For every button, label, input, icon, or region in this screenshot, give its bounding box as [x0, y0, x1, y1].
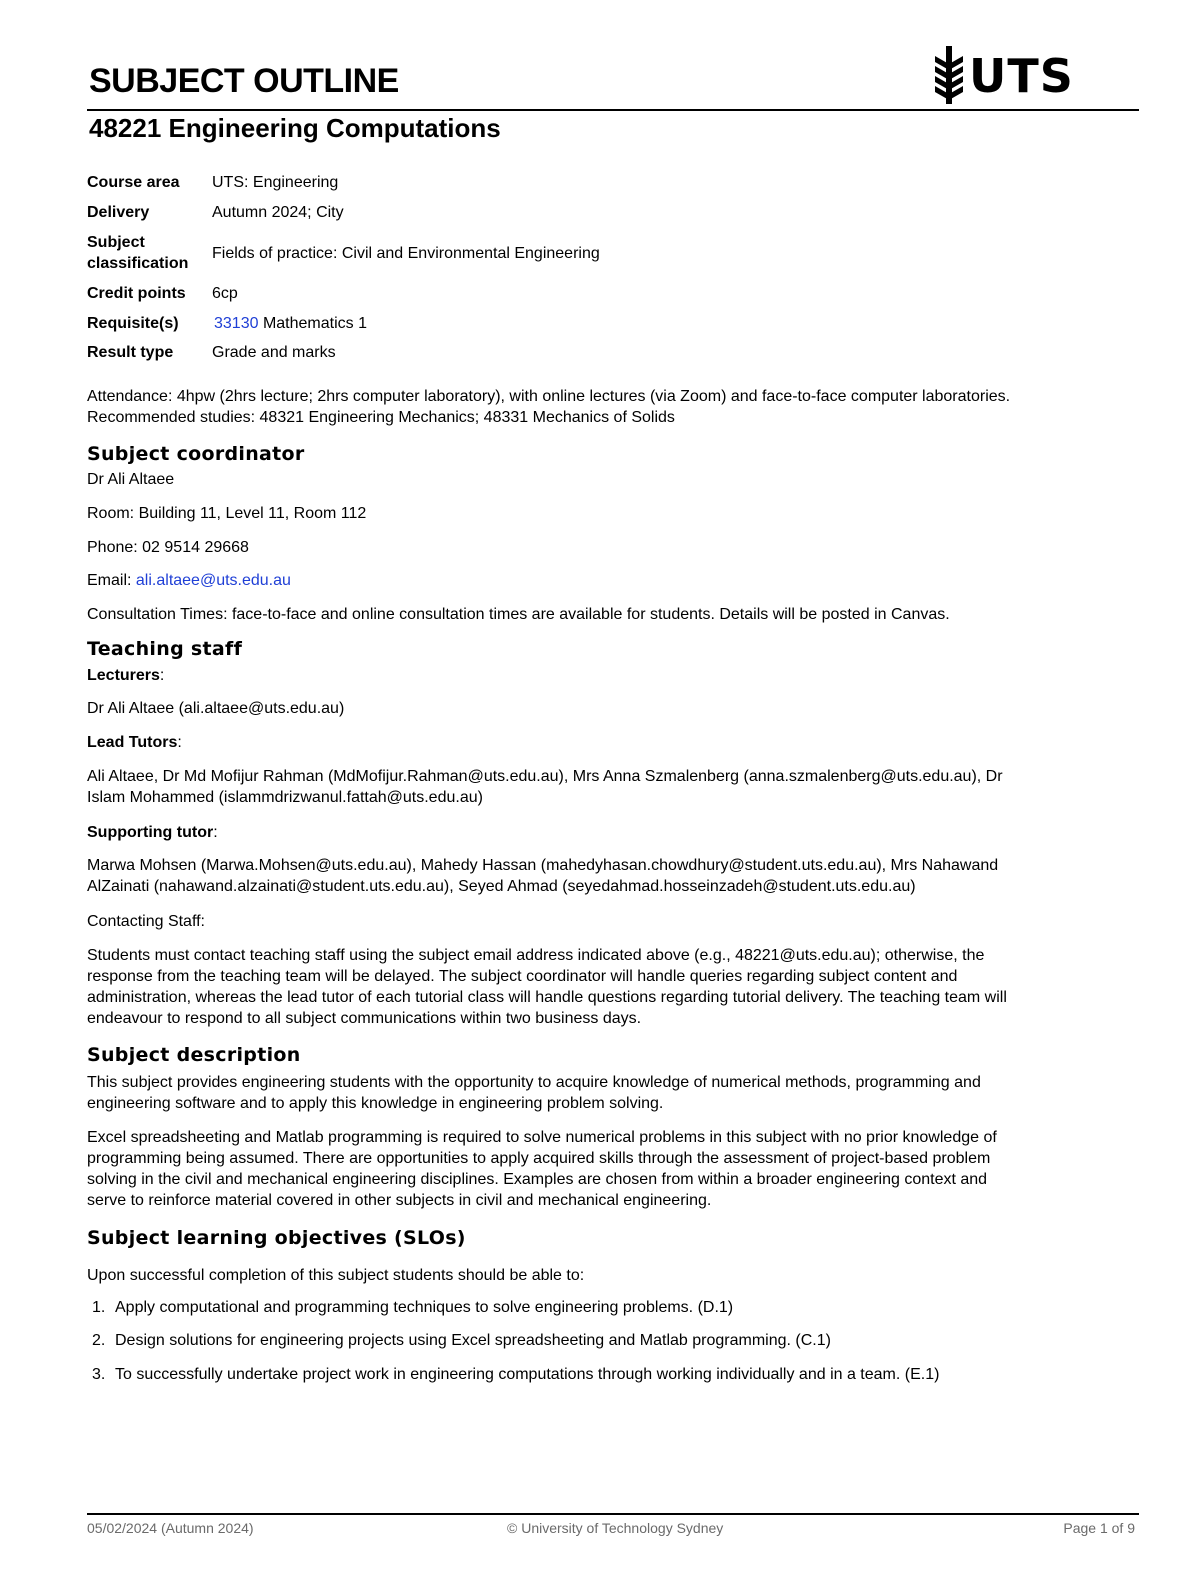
- description-text-line: engineering software and to apply this knowledge in engineering problem solving.: [87, 1095, 664, 1112]
- objectives-intro: Upon successful completion of this subject students should be able to:: [87, 1267, 585, 1284]
- objective-item: [92, 1330, 831, 1351]
- lead-tutors-text: Ali Altaee, Dr Md Mofijur Rahman (MdMofijur.Rahman@uts.edu.au), Mrs Anna Szmalenberg (anna.szmalenberg@uts.edu.au), Dr: [87, 768, 1003, 785]
- detail-value: Autumn 2024; City: [212, 204, 344, 221]
- objective-number: 2.: [92, 1332, 106, 1349]
- supporting-tutor-label-line: Supporting tutor:: [87, 824, 218, 841]
- detail-label: Subject: [87, 234, 145, 251]
- coordinator-phone: Phone: 02 9514 29668: [87, 539, 249, 556]
- section-heading-objectives: Subject learning objectives (SLOs): [87, 1227, 466, 1249]
- footer-page-number: Page 1 of 9: [1063, 1520, 1135, 1536]
- recommended-studies-text: Recommended studies: 48321 Engineering Mechanics; 48331 Mechanics of Solids: [87, 409, 675, 426]
- supporting-tutor-label: Supporting tutor: [87, 824, 214, 841]
- attendance-text: Attendance: 4hpw (2hrs lecture; 2hrs computer laboratory), with online lectures (via Zoom) and face-to-face computer laboratories.: [87, 388, 1011, 405]
- coordinator-room: Room: Building 11, Level 11, Room 112: [87, 505, 367, 522]
- contact-text-line: endeavour to respond to all subject communications within two business days.: [87, 1010, 642, 1027]
- objective-item: [92, 1364, 939, 1385]
- logo-text: UTS: [969, 49, 1074, 103]
- lead-tutors-label: Lead Tutors: [87, 734, 178, 751]
- detail-value: Mathematics 1: [262, 315, 367, 332]
- contacting-staff-label: Contacting Staff:: [87, 913, 205, 930]
- uts-crest-icon: [931, 46, 967, 104]
- detail-label: Delivery: [87, 204, 150, 221]
- document-page: [87, 0, 1139, 1590]
- detail-label: classification: [87, 255, 189, 272]
- requisite-link[interactable]: 33130: [214, 315, 259, 332]
- description-text-line: Excel spreadsheeting and Matlab programming is required to solve numerical problems in this subject with no prior knowledge of: [87, 1129, 997, 1146]
- coordinator-email-link[interactable]: ali.altaee@uts.edu.au: [135, 572, 291, 589]
- footer-copyright: © University of Technology Sydney: [507, 1520, 724, 1536]
- section-heading-coordinator: Subject coordinator: [87, 443, 305, 465]
- coordinator-email-line: [87, 570, 1127, 591]
- coordinator-name: Dr Ali Altaee: [87, 471, 175, 488]
- supporting-tutor-text: AlZainati (nahawand.alzainati@student.uts.edu.au), Seyed Ahmad (seyedahmad.hosseinzadeh@student.uts.edu.au): [87, 878, 916, 895]
- detail-label: Credit points: [87, 285, 186, 302]
- detail-value: UTS: Engineering: [212, 174, 339, 191]
- description-text-line: programming being assumed. There are opportunities to apply acquired skills through the assessment of project-based problem: [87, 1150, 991, 1167]
- consultation-text: Consultation Times: face-to-face and online consultation times are available for students. Details will be posted in Canvas.: [87, 606, 950, 623]
- lecturers-label-line: Lecturers:: [87, 667, 165, 684]
- objective-text: To successfully undertake project work in engineering computations through working individually and in a team. (E.1): [115, 1366, 940, 1383]
- section-heading-description: Subject description: [87, 1044, 301, 1066]
- objective-number: 3.: [92, 1366, 106, 1383]
- detail-label: Result type: [87, 344, 174, 361]
- contact-text-line: Students must contact teaching staff using the subject email address indicated above (e.g., 48221@uts.edu.au); otherwise, the: [87, 947, 985, 964]
- lecturers-label: Lecturers: [87, 667, 160, 684]
- objective-number: 1.: [92, 1299, 106, 1316]
- lecturers-text: Dr Ali Altaee (ali.altaee@uts.edu.au): [87, 700, 345, 717]
- subject-title: 48221 Engineering Computations: [89, 113, 501, 143]
- contact-text-line: administration, whereas the lead tutor of each tutorial class will handle questions regarding tutorial delivery. The teaching team will: [87, 989, 1007, 1006]
- lead-tutors-text: Islam Mohammed (islammdrizwanul.fattah@uts.edu.au): [87, 789, 483, 806]
- objective-text: Design solutions for engineering projects using Excel spreadsheeting and Matlab programming. (C.1): [115, 1332, 831, 1349]
- section-heading-teaching-staff: Teaching staff: [87, 638, 243, 660]
- document-title: SUBJECT OUTLINE: [89, 62, 399, 100]
- detail-value: Fields of practice: Civil and Environmental Engineering: [212, 245, 600, 262]
- detail-label: Course area: [87, 174, 180, 191]
- description-text-line: solving in the civil and mechanical engineering disciplines. Examples are chosen from within a broader engineering context and: [87, 1171, 988, 1188]
- footer-date: 05/02/2024 (Autumn 2024): [87, 1520, 254, 1536]
- uts-logo: [929, 46, 1074, 106]
- detail-value: Grade and marks: [212, 344, 336, 361]
- detail-label: Requisite(s): [87, 315, 179, 332]
- objective-text: Apply computational and programming techniques to solve engineering problems. (D.1): [115, 1299, 734, 1316]
- description-text-line: This subject provides engineering students with the opportunity to acquire knowledge of numerical methods, programming and: [87, 1074, 981, 1091]
- footer-divider: [87, 1513, 1139, 1515]
- contact-text-line: response from the teaching team will be delayed. The subject coordinator will handle queries regarding subject content and: [87, 968, 958, 985]
- description-text-line: serve to reinforce material covered in other subjects in civil and mechanical engineering.: [87, 1192, 712, 1209]
- supporting-tutor-text: Marwa Mohsen (Marwa.Mohsen@uts.edu.au), Mahedy Hassan (mahedyhasan.chowdhury@student.uts.edu.au), Mrs Nahawand: [87, 857, 999, 874]
- objective-item: [92, 1297, 733, 1318]
- header-divider: [87, 109, 1139, 111]
- lead-tutors-label-line: Lead Tutors:: [87, 734, 182, 751]
- email-label: Email:: [87, 572, 132, 589]
- detail-value: 6cp: [212, 285, 238, 302]
